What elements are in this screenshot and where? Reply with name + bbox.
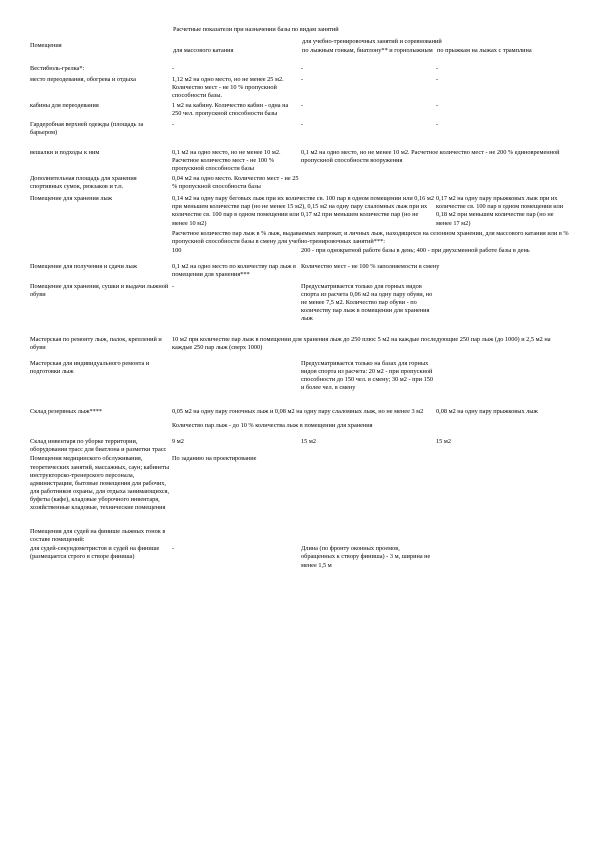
jumping-cell: 15 м2 <box>436 438 452 446</box>
table-row <box>30 422 571 438</box>
value-cell: 0,14 м2 на одну пару беговых лыж при их количестве св. 100 пар в одном помещении или 0,16 м2 при меньшем количестве пар (но не менее 15 м2), 0,15 м2 на одну пару слаломных лыж при их количестве св. 100 пар в одном помещении или 0,17 м2 при меньшем количестве пар (но не менее 10 м2) <box>172 195 434 227</box>
mass-skating-cell: - <box>172 545 175 553</box>
jumping-cell <box>436 545 571 585</box>
racing-cell <box>301 175 436 195</box>
room-cell: кабины для переодевания <box>30 102 99 110</box>
mass-skating-cell: 1,12 м2 на одно место, но не менее 25 м2. Количество мест - не 10 % пропускной способности базы. <box>172 76 284 100</box>
value-cell: 0,05 м2 на одну пару гоночных лыж и 0,08 м2 на одну пару слаломных лыж, но не менее 3 м2 <box>172 408 424 416</box>
header-training: для учебно-тренировочных занятий и соревнований <box>302 38 442 45</box>
room-cell: Помещения медицинского обслуживания, теоретических занятий, массажных, саун; кабинеты инструкторско-тренерского персонала, администрации, бытовые помещения для рабочих, для работников охраны, для отдыха занимающихся, буфеты (кафе), кладовые уборочного инвентаря, хозяйственные кладовые, технические помещения <box>30 455 170 512</box>
jumping-cell <box>436 528 571 545</box>
racing-cell: - <box>301 102 304 110</box>
table-row <box>30 455 571 528</box>
table-title: Расчетные показатели при назначении базы по видам занятий <box>173 26 339 33</box>
header-jumping: по прыжкам на лыжах с трамплина <box>437 47 532 54</box>
room-cell: Дополнительная площадь для хранения спортивных сумок, рюкзаков и т.п. <box>30 175 137 191</box>
room-cell: Вестибюль-грелка*: <box>30 65 85 72</box>
table-row <box>30 195 571 229</box>
table-row <box>30 175 571 195</box>
jumping-cell: 0,08 м2 на одну пару прыжковых лыж <box>436 408 538 416</box>
room-cell: Помещение для хранения лыж <box>30 195 113 203</box>
table-row <box>30 149 571 175</box>
room-cell <box>30 422 172 438</box>
header-rooms: Помещения <box>30 42 62 49</box>
table-row <box>30 438 571 455</box>
training-cell: 0,1 м2 на одно место, но не менее 10 м2. Расчетное количество мест - не 200 % единовременной пропускной способности вооружения <box>301 148 560 164</box>
racing-cell: - <box>301 76 304 84</box>
room-cell: Склад инвентаря по уборке территории, оборудования трасс для биатлона и разметки трасс <box>30 438 167 454</box>
header-racing: по лыжным гонкам, биатлону** и горнолыжным <box>302 47 433 54</box>
room-cell: для судей-секундометристов и судей на финише (размещается строго в створе финиша) <box>30 545 160 561</box>
table-row <box>30 360 571 408</box>
table-row <box>30 408 571 422</box>
mass-skating-cell <box>172 360 301 408</box>
training-cell: 200 - при однократной работе базы в день; 400 - при двухсменной работе базы в день <box>301 246 530 254</box>
racing-cell: Длина (по фронту оконных проемов, обращенных к створу финиша) - 3 м, ширина не менее 1,5 м <box>301 545 431 569</box>
racing-cell: - <box>301 120 304 128</box>
jumping-cell: - <box>436 65 439 72</box>
table-row <box>30 121 571 149</box>
mass-skating-cell: 0,1 м2 на одно место, но не менее 10 м2. Расчетное количество мест - не 100 % пропускной способности базы <box>172 148 281 172</box>
mass-skating-cell: 100 <box>172 246 182 254</box>
jumping-cell: - <box>436 102 439 110</box>
table-row <box>30 545 571 585</box>
room-cell: Помещение для получения и сдачи лыж <box>30 262 138 270</box>
mass-skating-cell: - <box>172 120 175 128</box>
header-mass-skating: для массового катания <box>173 47 234 54</box>
table-row <box>30 247 571 263</box>
jumping-cell <box>436 283 571 335</box>
room-cell: Гардеробная верхней одежды (площадь за барьером) <box>30 120 144 136</box>
jumping-cell: - <box>436 76 439 84</box>
value-cell: Расчетное количество пар лыж в % лыж, выдаваемых напрокат, и личных лыж, находящихся на сезонном хранении, для массового катания или в % пропускной способности базы в смену для учебно-тренировочных занятий***: <box>172 229 569 245</box>
racing-cell: Предусматривается только на базах для горных видов спорта из расчета: 20 м2 - при пропускной способности до 150 чел. в смену; 30 м2 - при 150 и более чел. в смену <box>301 359 434 391</box>
room-cell: Помещения для судей на финише лыжных гонок в составе помещений: <box>30 528 166 544</box>
racing-cell: - <box>301 65 304 72</box>
mass-skating-cell: 0,04 м2 на одно место. Количество мест - не 25 % пропускной способности базы <box>172 175 299 191</box>
room-cell: место переодевания, обогрева и отдыха <box>30 76 136 84</box>
room-cell: вешалки и подходы к ним <box>30 148 100 156</box>
mass-skating-cell: 9 м2 <box>172 438 184 446</box>
jumping-cell: - <box>436 120 439 128</box>
jumping-cell: 0,17 м2 на одну пару прыжковых лыж при их количестве св. 100 пар в одном помещении или 0,18 м2 при меньшем количестве пар (но не менее 17 м2) <box>436 195 564 227</box>
value-cell: Количество пар лыж - до 10 % количества лыж в помещении для хранения <box>172 422 373 430</box>
table-row <box>30 230 571 247</box>
room-cell: Мастерская для индивидуального ремонта и подготовки лыж <box>30 359 150 375</box>
table-row <box>30 336 571 360</box>
table-row <box>30 528 571 545</box>
mass-skating-cell: - <box>172 65 175 72</box>
table-row <box>30 263 571 283</box>
room-cell <box>30 247 172 263</box>
mass-skating-cell: 0,1 м2 на одно место по количеству пар лыж в помещении для хранения*** <box>172 262 296 278</box>
jumping-cell <box>436 360 571 408</box>
racing-cell <box>301 528 436 545</box>
jumping-cell <box>436 175 571 195</box>
mass-skating-cell <box>172 528 301 545</box>
table-row <box>30 102 571 120</box>
racing-cell: 15 м2 <box>301 438 317 446</box>
training-cell: Количество мест - не 100 % заполняемости в смену <box>301 262 440 270</box>
room-cell: Помещение для хранения, сушки и выдачи лыжной обуви <box>30 283 169 299</box>
room-cell <box>30 230 172 247</box>
norms-table <box>30 65 571 586</box>
room-cell: Мастерская по ремонту лыж, палок, креплений и обуви <box>30 335 162 351</box>
table-row <box>30 76 571 102</box>
value-cell: 10 м2 при количестве пар лыж в помещении для хранения лыж до 250 плюс 5 м2 на каждые последующие 250 пар лыж (до 1000) и 2,5 м2 на каждые 250 пар лыж (сверх 1000) <box>172 335 551 351</box>
table-row <box>30 283 571 335</box>
racing-cell: Предусматривается только для горных видов спорта из расчета 0,06 м2 на одну пару обуви, но не менее 7,5 м2. Количество пар обуви - по количеству пар лыж в помещении для хранения лыж <box>301 283 433 323</box>
value-cell: По заданию на проектирование <box>172 455 257 463</box>
mass-skating-cell: 1 м2 на кабину. Количество кабин - одна на 250 чел. пропускной способности базы <box>172 102 289 118</box>
table-row <box>30 65 571 76</box>
mass-skating-cell: - <box>172 283 175 291</box>
room-cell: Склад резервных лыж**** <box>30 408 103 416</box>
